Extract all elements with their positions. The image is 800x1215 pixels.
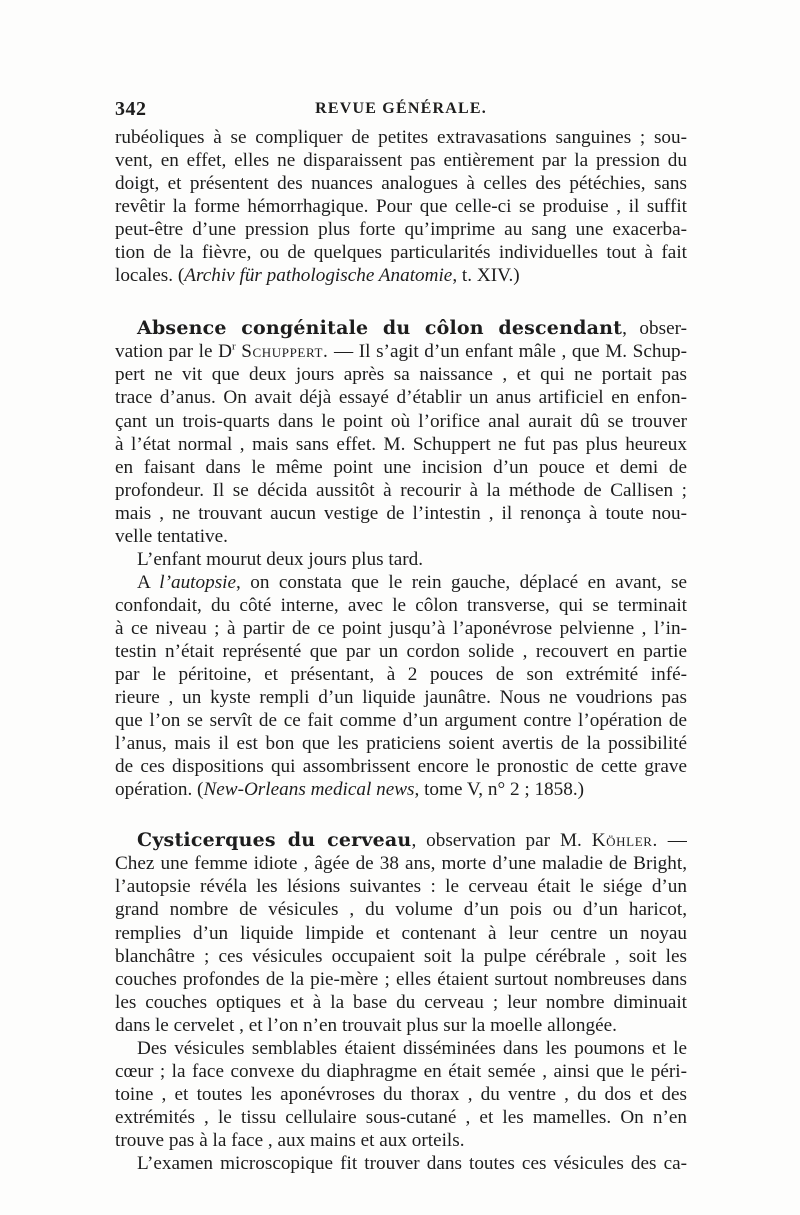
emphasis: l’autopsie	[159, 571, 237, 593]
text-run: , observation par M.	[411, 830, 592, 852]
text-line: en faisant dans le même point une incision d’un pouce et demi de	[115, 456, 687, 478]
text-line	[115, 264, 687, 287]
article-heading: Cysticerques du cerveau	[137, 829, 412, 852]
superscript: r	[231, 340, 236, 353]
text-line: Chez une femme idiote , âgée de 38 ans, morte d’une maladie de Bright,	[115, 853, 687, 875]
text-run: , on constata que le rein gauche, déplacé en avant, se	[236, 571, 687, 593]
text-line	[115, 340, 687, 363]
text-line: par le péritoine, et présentant, à 2 pouces de son extrémité infé-	[115, 664, 687, 686]
page-number: 342	[115, 98, 147, 120]
text-line: couches profondes de la pie-mère ; elles étaient surtout nombreuses dans	[115, 968, 687, 990]
paragraph-gap	[115, 287, 687, 317]
text-line: testin n’était représenté que par un cordon solide , recouvert en partie	[115, 640, 687, 662]
text-line: blanchâtre ; ces vésicules occupaient soit la pulpe cérébrale , soit les	[115, 945, 687, 967]
text-line: l’autopsie révéla les lésions suivantes : le cerveau était le siége d’un	[115, 876, 687, 898]
paragraph-gap	[115, 801, 687, 829]
body-text	[115, 126, 687, 1175]
text-line	[115, 778, 687, 801]
text-line: çant un trois-quarts dans le point où l’orifice anal aurait dû se trouver	[115, 410, 687, 432]
author-name: Köhler.	[591, 830, 658, 852]
text-line: mais , ne trouvant aucun vestige de l’intestin , il renonça à toute nou-	[115, 502, 687, 524]
text-line: confondait, du côté interne, avec le côlon transverse, qui se terminait	[115, 594, 687, 616]
article-cysticerques	[115, 829, 687, 1036]
text-line: cœur ; la face convexe du diaphragme en était semée , ainsi que le péri-	[115, 1060, 687, 1082]
text-line: extrémités , le tissu cellulaire sous-cutané , et les mamelles. On n’en	[115, 1106, 687, 1128]
text-run: opération. (	[115, 779, 204, 801]
text-line: grand nombre de vésicules , du volume d’un pois ou d’un haricot,	[115, 899, 687, 921]
paragraph-autopsie	[115, 571, 687, 801]
text-line: trouve pas à la face , aux mains et aux orteils.	[115, 1129, 465, 1151]
text-line: l’anus, mais il est bon que les praticiens soient avertis de la possibilité	[115, 733, 687, 755]
text-line: vent, en effet, elles ne disparaissent pas entièrement par la pression du	[115, 150, 687, 172]
text-line: doigt, et présentent des nuances analogues à celles des pétéchies, sans	[115, 173, 687, 195]
text-run: , obser-	[622, 318, 687, 340]
text-run: , tome V, n° 2 ; 1858.)	[414, 779, 585, 801]
text-line: pert ne vit que deux jours après sa naissance , et qui ne portait pas	[115, 364, 687, 386]
text-line: que l’on se servît de ce fait comme d’un argument contre l’opération de	[115, 710, 687, 732]
text-run: locales. (	[115, 265, 185, 287]
text-line: velle tentative.	[115, 525, 228, 547]
text-run: —	[657, 830, 687, 852]
paragraph-vesicules	[115, 1037, 687, 1152]
author-name: Schuppert.	[241, 341, 329, 363]
paragraph-rubeole-continuation	[115, 126, 687, 287]
text-line: L’examen microscopique fit trouver dans toutes ces vésicules des ca-	[137, 1152, 687, 1174]
text-line: revêtir la forme hémorrhagique. Pour que celle-ci se produise , il suffit	[115, 196, 687, 218]
text-line: de ces dispositions qui assombrissent encore le pronostic de cette grave	[115, 756, 687, 778]
text-line	[115, 829, 687, 852]
running-head: REVUE GÉNÉRALE.	[315, 100, 487, 117]
page-header	[115, 98, 687, 122]
text-line: tion de la fièvre, ou de quelques particularités individuelles tout à fait	[115, 242, 687, 264]
text-line: les couches optiques et à la base du cerveau ; leur nombre diminuait	[115, 991, 687, 1013]
text-line: dans le cervelet , et l’on n’en trouvait plus sur la moelle allongée.	[115, 1014, 617, 1036]
text-run: , t. XIV.)	[452, 265, 520, 287]
article-absence-colon	[115, 317, 687, 547]
text-line: peut-être d’une pression plus forte qu’imprime au sang une exacerba-	[115, 219, 687, 241]
text-line: profondeur. Il se décida aussitôt à recourir à la méthode de Callisen ;	[115, 479, 687, 501]
text-run: — Il s’agit d’un enfant mâle , que M. Schup-	[328, 341, 687, 363]
text-line: Des vésicules semblables étaient disséminées dans les poumons et le	[137, 1037, 687, 1059]
citation-journal: Archiv für pathologische Anatomie	[184, 265, 453, 287]
paragraph-examen	[115, 1152, 687, 1175]
text-line: rubéoliques à se compliquer de petites extravasations sanguines ; sou-	[115, 127, 687, 148]
text-run: A	[137, 571, 160, 593]
article-heading: Absence congénitale du côlon descendant	[137, 317, 623, 340]
text-line: toine , et toutes les aponévroses du thorax , du ventre , du dos et des	[115, 1083, 687, 1105]
text-line: à ce niveau ; à partir de ce point jusqu’à l’aponévrose pelvienne , l’in-	[115, 617, 687, 639]
text-line: à l’état normal , mais sans effet. M. Schuppert ne fut pas plus heureux	[115, 433, 687, 455]
citation-journal: New-Orleans medical news	[203, 779, 415, 801]
text-line: remplies d’un liquide limpide et contenant à leur centre un noyau	[115, 922, 687, 944]
text-line: L’enfant mourut deux jours plus tard.	[137, 548, 423, 570]
text-line	[115, 571, 687, 594]
text-run: vation par le D	[115, 341, 232, 363]
text-line: trace d’anus. On avait déjà essayé d’établir un anus artificiel en enfon-	[115, 387, 687, 409]
text-line: rieure , un kyste rempli d’un liquide jaunâtre. Nous ne voudrions pas	[115, 687, 687, 709]
text-line	[115, 317, 687, 340]
